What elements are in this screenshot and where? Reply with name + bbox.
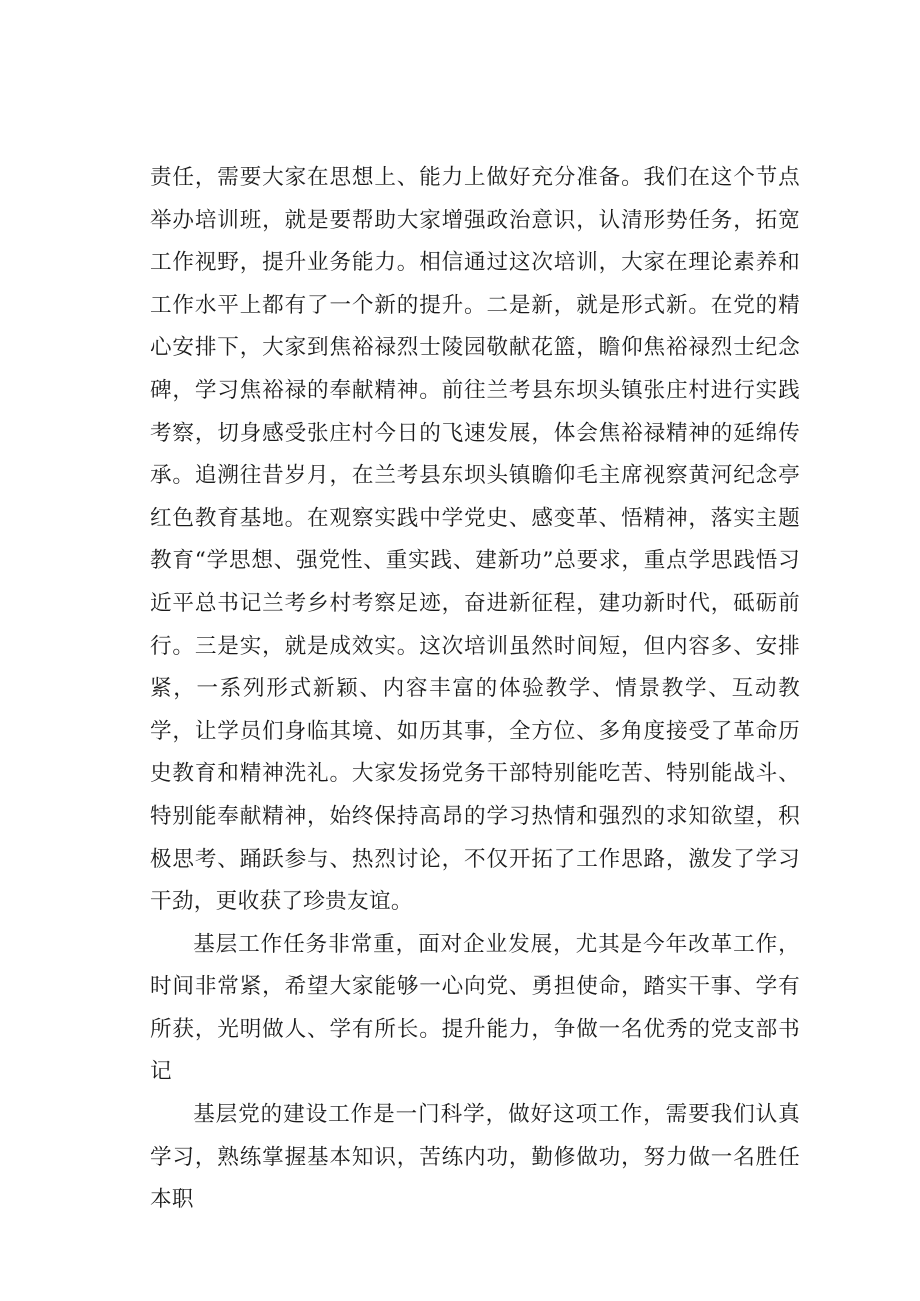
paragraph-continued: 责任，需要大家在思想上、能力上做好充分准备。我们在这个节点举办培训班，就是要帮助大家增强政治意识，认清形势任务，拓宽工作视野，提升业务能力。相信通过这次培训，大家在理论素养和工作水平上都有了一个新的提升。二是新，就是形式新。在党的精心安排下，大家到焦裕禄烈士陵园敬献花篮，瞻仰焦裕禄烈士纪念碑，学习焦裕禄的奉献精神。前往兰考县东坝头镇张庄村进行实践考察，切身感受张庄村今日的飞速发展，体会焦裕禄精神的延绵传承。追溯往昔岁月，在兰考县东坝头镇瞻仰毛主席视察黄河纪念亭红色教育基地。在观察实践中学党史、感变革、悟精神，落实主题教育“学思想、强党性、重实践、建新功”总要求，重点学思践悟习近平总书记兰考乡村考察足迹，奋进新征程，建功新时代，砥砺前行。三是实，就是成效实。这次培训虽然时间短，但内容多、安排紧，一系列形式新颖、内容丰富的体验教学、情景教学、互动教学，让学员们身临其境、如历其事，全方位、多角度接受了革命历史教育和精神洗礼。大家发扬党务干部特别能吃苦、特别能战斗、特别能奉献精神，始终保持高昂的学习热情和强烈的求知欲望，积极思考、踊跃参与、热烈讨论，不仅开拓了工作思路，激发了学习干劲，更收获了珍贵友谊。 (150, 165, 800, 915)
paragraph-party-building: 基层党的建设工作是一门科学，做好这项工作，需要我们认真学习，熟练掌握基本知识，苦练内功，勤修做功，努力做一名胜任本职 (150, 1102, 800, 1213)
paragraph-grassroots-work: 基层工作任务非常重，面对企业发展，尤其是今年改革工作，时间非常紧，希望大家能够一心向党、勇担使命，踏实干事、学有所获，光明做人、学有所长。提升能力，争做一名优秀的党支部书记 (150, 931, 800, 1085)
document-body (150, 157, 800, 1222)
